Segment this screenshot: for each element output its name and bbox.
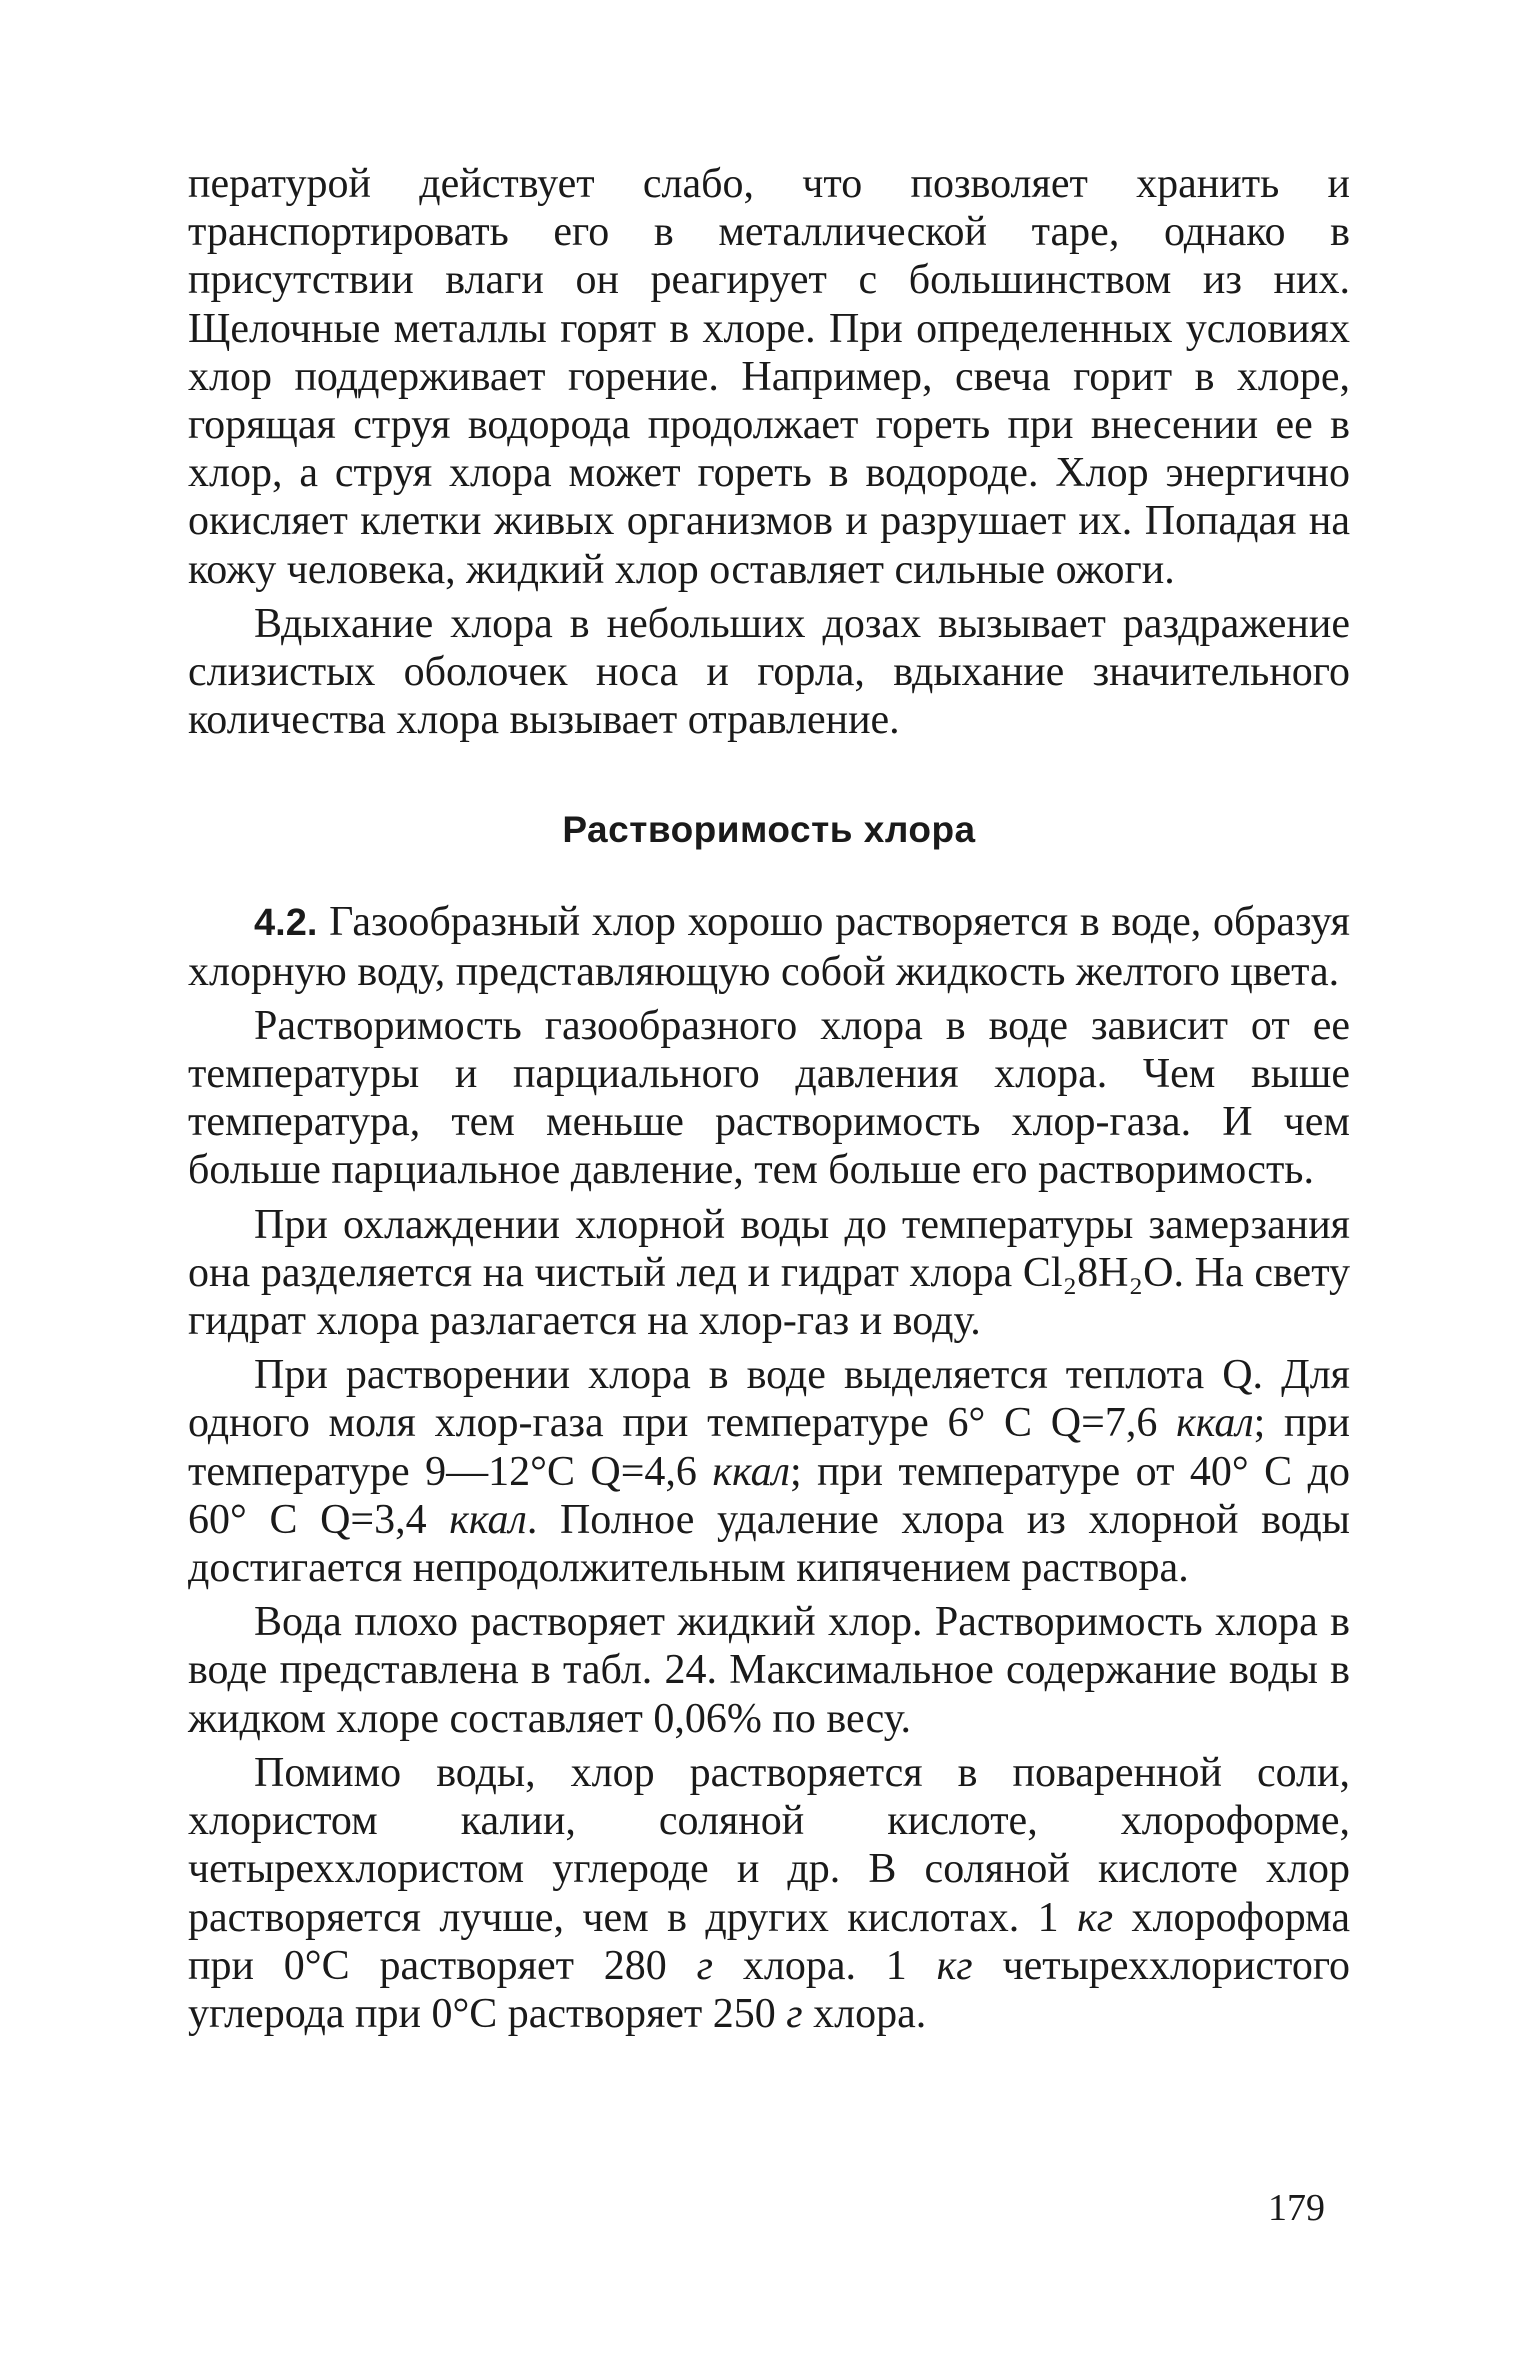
- page-body: [188, 160, 1350, 2038]
- unit: г: [786, 1990, 803, 2037]
- text-run: . Полное удаление хлора из хлорной воды достигается непродолжительным кипячением раствора.: [188, 1496, 1350, 1592]
- text-run: Помимо воды, хлор растворяется в поваренной соли, хлористом калии, соляной кислоте, хлороформе, четыреххлористом углероде и др. В соляной кислоте хлор растворяется лучше, чем в других кислотах. 1: [188, 1749, 1350, 1941]
- text-run: хлороформа при 0°С растворяет 280: [188, 1894, 1350, 1989]
- text-run: хлора. 1: [713, 1942, 937, 1989]
- paragraph: Вода плохо растворяет жидкий хлор. Растворимость хлора в воде представлена в табл. 24. Максимальное содержание воды в жидком хлоре составляет 0,06% по весу.: [188, 1599, 1350, 1742]
- text-run: четыреххлористого углерода при 0°С растворяет 250: [188, 1942, 1351, 2037]
- unit: ккал: [712, 1448, 790, 1495]
- paragraph: [188, 898, 1350, 995]
- text-run: ; при температуре от 40° С до 60° С Q=3,4: [188, 1448, 1350, 1543]
- unit: кг: [1077, 1894, 1114, 1941]
- section-heading: Растворимость хлора: [562, 809, 976, 851]
- paragraph: пературой действует слабо, что позволяет хранить и транспортировать его в металлической таре, однако в присутствии влаги он реагирует с большинством из них. Щелочные металлы горят в хлоре. При определенных условиях хлор поддерживает горение. Например, свеча горит в хлоре, горящая струя водорода продолжает гореть при внесении ее в хлор, а струя хлора может гореть в водороде. Хлор энергично окисляет клетки живых организмов и разрушает их. Попадая на кожу человека, жидкий хлор оставляет сильные ожоги.: [188, 161, 1350, 593]
- unit: кг: [936, 1942, 973, 1989]
- paragraph: При охлаждении хлорной воды до температуры замерзания она разделяется на чистый лед и гидрат хлора Cl₂8H₂O. На свету гидрат хлора разлагается на хлор-газ и воду.: [188, 1201, 1350, 1345]
- paragraph: Растворимость газообразного хлора в воде зависит от ее температуры и парциального давления хлора. Чем выше температура, тем меньше растворимость хлор-газа. И чем больше парциальное давление, тем больше его растворимость.: [188, 1002, 1350, 1194]
- unit: ккал: [1176, 1400, 1254, 1447]
- paragraph: [188, 1749, 1350, 2038]
- paragraph-text: Газообразный хлор хорошо растворяется в воде, образуя хлорную воду, представляющую собой жидкость желтого цвета.: [188, 899, 1351, 995]
- section-number: 4.2.: [254, 902, 318, 945]
- unit: ккал: [449, 1496, 527, 1543]
- paragraph: Вдыхание хлора в небольших дозах вызывает раздражение слизистых оболочек носа и горла, вдыхание значительного количества хлора вызывает отравление.: [188, 600, 1350, 744]
- text-run: При растворении хлора в воде выделяется теплота Q. Для одного моля хлор-газа при температуре 6° С Q=7,6: [188, 1352, 1350, 1447]
- unit: г: [696, 1942, 714, 1989]
- text-run: хлора.: [802, 1990, 927, 2037]
- paragraph: [188, 1351, 1350, 1592]
- page-number: 179: [1268, 2187, 1325, 2229]
- text-run: ; при температуре 9—12°С Q=4,6: [188, 1400, 1351, 1495]
